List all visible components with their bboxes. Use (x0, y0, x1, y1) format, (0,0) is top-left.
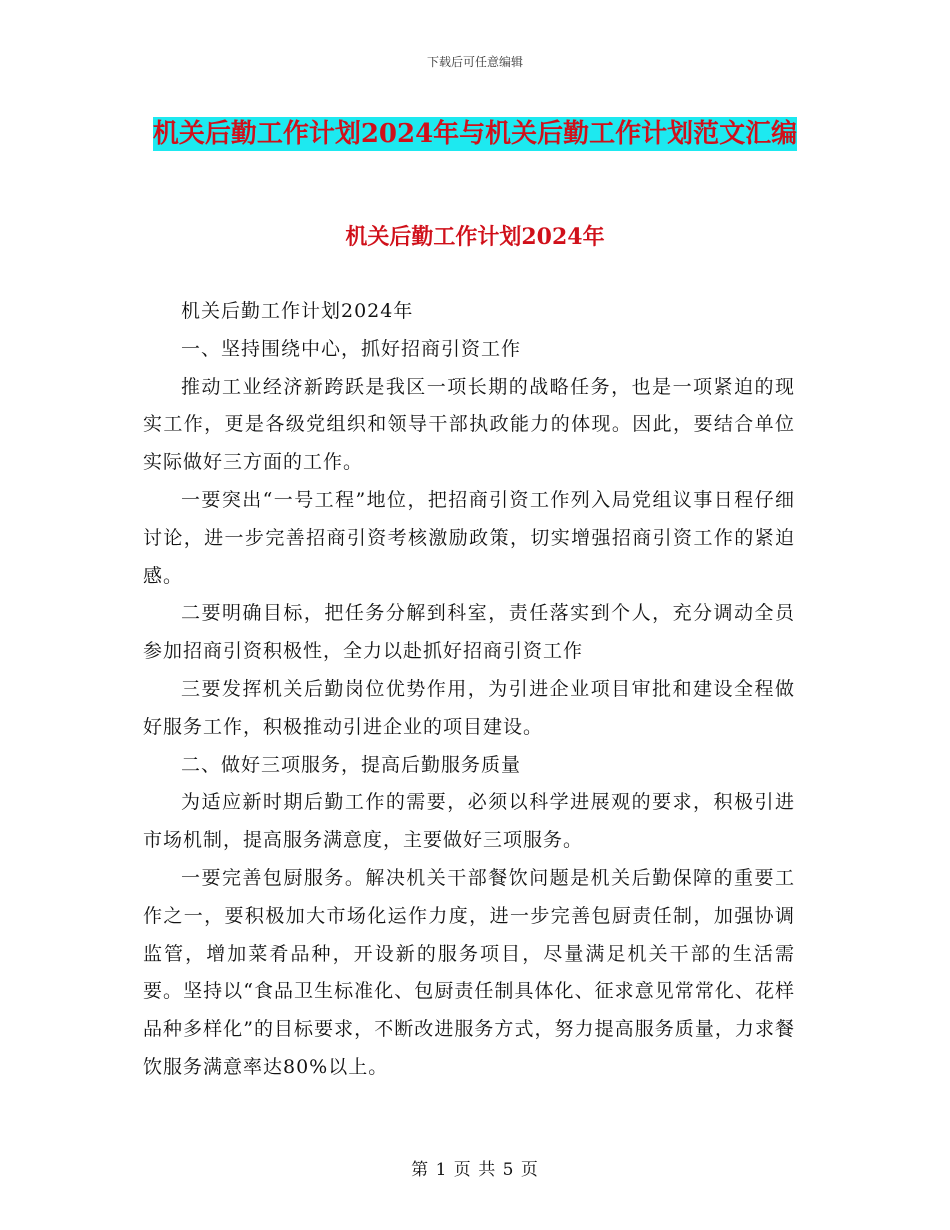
paragraph: 三要发挥机关后勤岗位优势作用，为引进企业项目审批和建设全程做好服务工作，积极推动引进企业的项目建设。 (143, 677, 795, 738)
paragraph: 一要完善包厨服务。解决机关干部餐饮问题是机关后勤保障的重要工作之一，要积极加大市场化运作力度，进一步完善包厨责任制，加强协调监管，增加菜肴品种，开设新的服务项目，尽量满足机关干部的生活需要。坚持以“食品卫生标准化、包厨责任制具体化、征求意见常常化、花样品种多样化”的目标要求，不断改进服务方式，努力提高服务质量，力求餐饮服务满意率达80%以上。 (143, 866, 795, 1078)
document-title-text: 机关后勤工作计划2024年与机关后勤工作计划范文汇编 (152, 119, 798, 149)
page-header-note: 下载后可任意编辑 (426, 55, 523, 69)
page-number-footer: 第 1 页 共 5 页 (411, 1160, 539, 1180)
document-title (140, 110, 810, 158)
paragraph: 二要明确目标，把任务分解到科室，责任落实到个人，充分调动全员参加招商引资积极性，全力以赴抓好招商引资工作 (143, 602, 795, 663)
document-body (143, 293, 795, 1087)
paragraph: 推动工业经济新跨跃是我区一项长期的战略任务，也是一项紧迫的现实工作，更是各级党组织和领导干部执政能力的体现。因此，要结合单位实际做好三方面的工作。 (143, 375, 795, 474)
paragraph: 为适应新时期后勤工作的需要，必须以科学进展观的要求，积极引进市场机制，提高服务满意度，主要做好三项服务。 (143, 791, 795, 852)
paragraph: 机关后勤工作计划2024年 (181, 300, 414, 322)
paragraph: 二、做好三项服务，提高后勤服务质量 (181, 753, 522, 776)
paragraph: 一要突出“一号工程”地位，把招商引资工作列入局党组议事日程仔细讨论，进一步完善招商引资考核激励政策，切实增强招商引资工作的紧迫感。 (143, 488, 795, 587)
section-title: 机关后勤工作计划2024年 (345, 224, 605, 250)
paragraph: 一、坚持围绕中心，抓好招商引资工作 (181, 337, 522, 360)
